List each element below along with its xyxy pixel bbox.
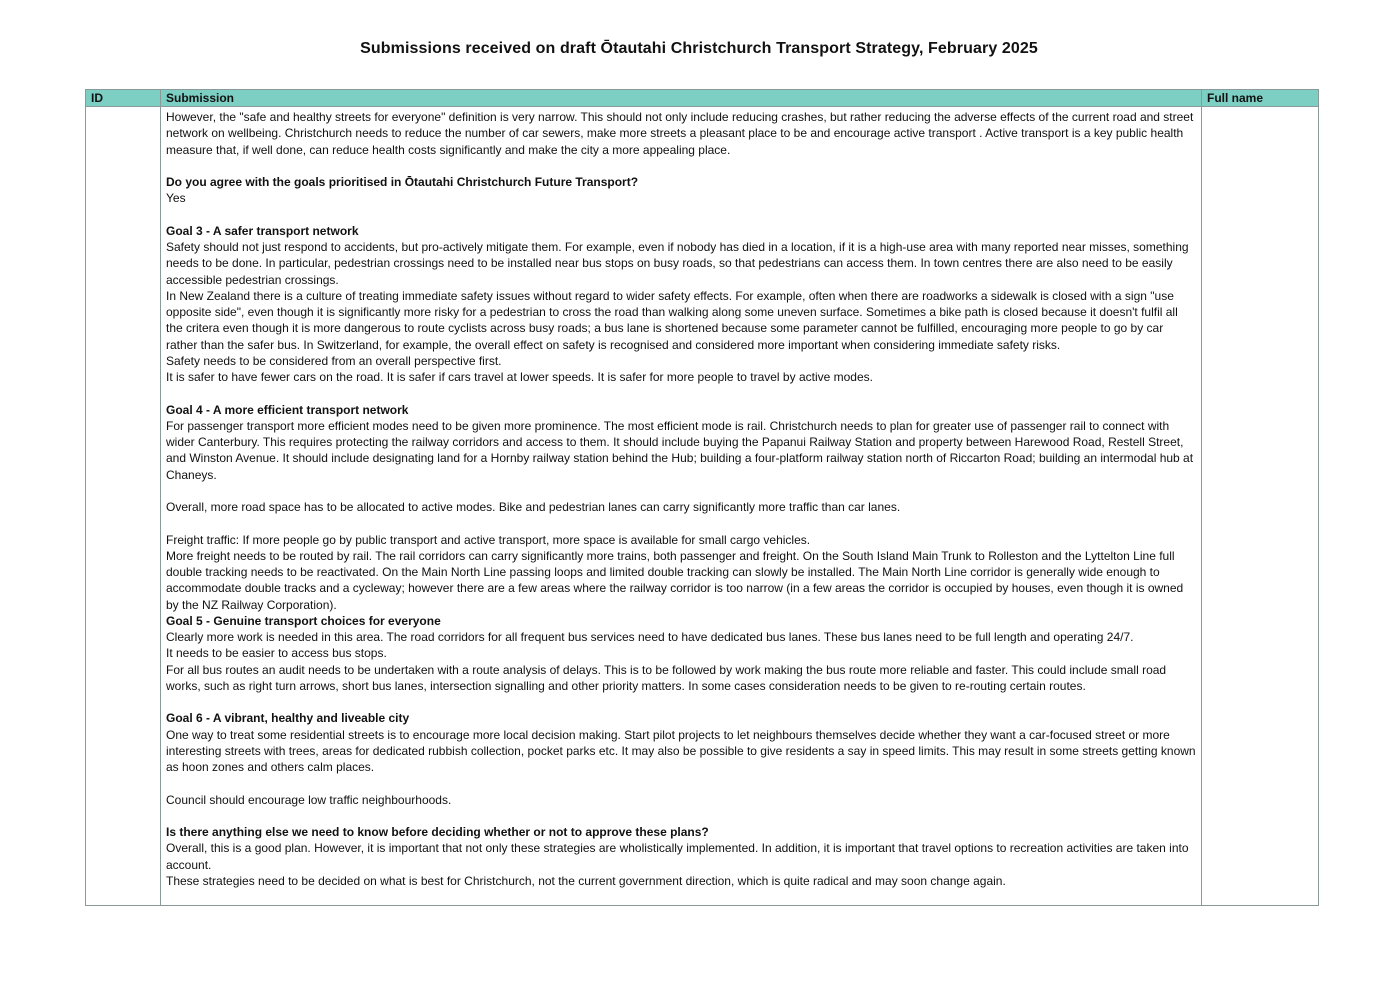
- full-name-column-header: Full name: [1202, 90, 1319, 107]
- paragraph-gap: [166, 158, 1196, 174]
- submission-text: [166, 109, 1196, 889]
- paragraph-gap: [166, 207, 1196, 223]
- paragraph: However, the "safe and healthy streets for everyone" definition is very narrow. This should not only include reducing crashes, but rather reducing the adverse effects of the current road and street network on wellbeing. Christchurch needs to reduce the number of car sewers, make more streets a pleasant place to be and encourage active transport . Active transport is a key public health measure that, if well done, can reduce health costs significantly and make the city a more appealing place.: [166, 110, 1194, 157]
- question-heading: Goal 6 - A vibrant, healthy and liveable city: [166, 711, 410, 726]
- question-heading: Goal 4 - A more efficient transport network: [166, 402, 409, 417]
- document-title: Submissions received on draft Ōtautahi Christchurch Transport Strategy, February 2025: [360, 40, 1038, 57]
- submissions-table: [85, 89, 1319, 906]
- paragraph-gap: [166, 385, 1196, 401]
- paragraph: Yes: [166, 191, 186, 206]
- paragraph: It is safer to have fewer cars on the road. It is safer if cars travel at lower speeds. It is safer for more people to travel by active modes.: [166, 370, 873, 384]
- paragraph: These strategies need to be decided on what is best for Christchurch, not the current government direction, which is quite radical and may soon change again.: [166, 873, 1006, 888]
- paragraph: Clearly more work is needed in this area. The road corridors for all frequent bus services need to have dedicated bus lanes. These bus lanes need to be full length and operating 24/7.: [166, 630, 1134, 644]
- paragraph: Safety needs to be considered from an overall perspective first.: [166, 353, 502, 368]
- question-heading: Do you agree with the goals prioritised in Ōtautahi Christchurch Future Transport?: [166, 175, 639, 189]
- question-heading: Is there anything else we need to know before deciding whether or not to approve these plans?: [166, 825, 709, 839]
- question-heading: Goal 5 - Genuine transport choices for everyone: [166, 613, 441, 628]
- paragraph: More freight needs to be routed by rail. The rail corridors can carry significantly more trains, both passenger and freight. On the South Island Main Trunk to Rolleston and the Lyttelton Line full double tracking needs to be reactivated. On the Main North Line passing loops and limited double tracking can slowly be installed. The Main North Line corridor is generally wide enough to accommodate double tracks and a cycleway; however there are a few areas where the railway corridor is too narrow (in a few areas the corridor is occupied by houses, even though it is owned by the NZ Railway Corporation).: [166, 548, 1184, 612]
- paragraph-gap: [166, 775, 1196, 791]
- paragraph: Council should encourage low traffic neighbourhoods.: [166, 792, 452, 807]
- paragraph: For all bus routes an audit needs to be undertaken with a route analysis of delays. This is to be followed by work making the bus route more reliable and faster. This could include small road works, such as right turn arrows, short bus lanes, intersection signalling and other priority matters. In some cases consideration needs to be given to re-routing certain routes.: [166, 662, 1167, 693]
- submission-column-header: Submission: [161, 90, 1202, 107]
- table-header-row: [86, 90, 1319, 107]
- full-name-cell: [1202, 107, 1319, 906]
- submission-cell: [161, 107, 1202, 906]
- paragraph-gap: [166, 515, 1196, 531]
- paragraph: Safety should not just respond to accidents, but pro-actively mitigate them. For example, even if nobody has died in a location, if it is a high-use area with many reported near misses, something needs to be done. In particular, pedestrian crossings need to be installed near bus stops on busy roads, so that pedestrians can access them. In town centres there are also need to be easily accessible pedestrian crossings.: [166, 240, 1189, 287]
- paragraph-gap: [166, 694, 1196, 710]
- paragraph: Overall, this is a good plan. However, it is important that not only these strategies are wholistically implemented. In addition, it is important that travel options to recreation activities are taken into account.: [166, 841, 1189, 872]
- id-column-header: ID: [86, 90, 161, 107]
- paragraph: It needs to be easier to access bus stops.: [166, 646, 387, 661]
- paragraph: Freight traffic: If more people go by public transport and active transport, more space is available for small cargo vehicles.: [166, 532, 811, 547]
- paragraph: In New Zealand there is a culture of treating immediate safety issues without regard to wider safety effects. For example, often when there are roadworks a sidewalk is closed with a sign "use opposite side", even though it is significantly more risky for a pedestrian to cross the road than walking along some uneven surface. Sometimes a bike path is closed because it doesn't fulfil all the critera even though it is more dangerous to route cyclists across busy roads; a bus lane is shortened because some parameter cannot be fulfilled, encouraging more people to go by car rather than the safer bus. In Switzerland, for example, the overall effect on safety is recognised and considered more important when considering immediate safety risks.: [166, 288, 1178, 352]
- table-row: [86, 107, 1319, 906]
- paragraph: One way to treat some residential streets is to encourage more local decision making. Start pilot projects to let neighbours themselves decide whether they want a car-focused street or more interesting streets with trees, areas for dedicated rubbish collection, pocket parks etc. It may also be possible to give residents a say in speed limits. This may result in some streets getting known as hoon zones and others calm places.: [166, 727, 1196, 774]
- paragraph: For passenger transport more efficient modes need to be given more prominence. The most efficient mode is rail. Christchurch needs to plan for greater use of passenger rail to connect with wider Canterbury. This requires protecting the railway corridors and access to them. It should include buying the Papanui Railway Station and property between Harewood Road, Restell Street, and Winston Avenue. It should include designating land for a Hornby railway station behind the Hub; building a four-platform railway station north of Riccarton Road; building an intermodal hub at Chaneys.: [166, 418, 1194, 482]
- paragraph-gap: [166, 808, 1196, 824]
- id-cell: [86, 107, 161, 906]
- question-heading: Goal 3 - A safer transport network: [166, 223, 359, 238]
- paragraph: Overall, more road space has to be allocated to active modes. Bike and pedestrian lanes can carry significantly more traffic than car lanes.: [166, 500, 901, 514]
- paragraph-gap: [166, 483, 1196, 499]
